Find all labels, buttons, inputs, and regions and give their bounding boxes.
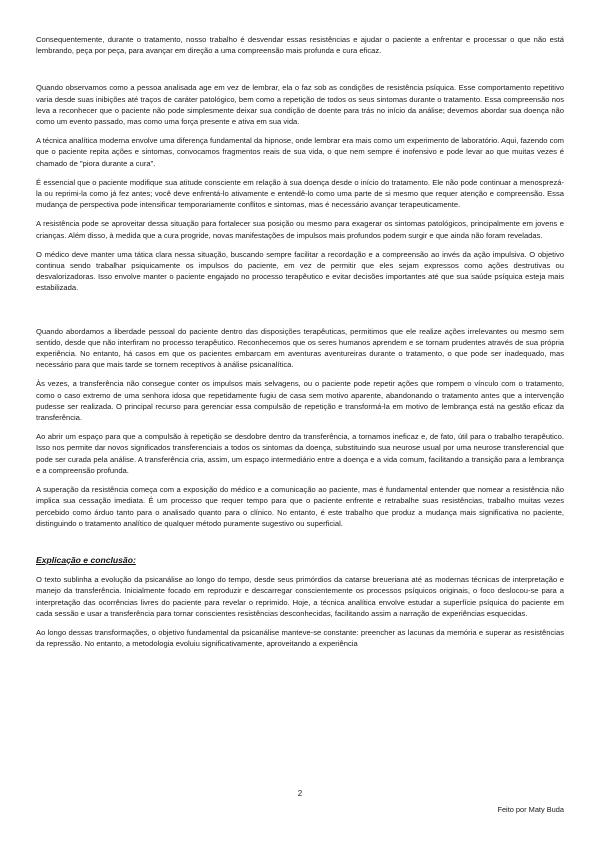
paragraph: A superação da resistência começa com a exposição do médico e a comunicação ao paciente, mas é fundamental entender que nomear a resistência não implica sua cessação imediata. É um processo que requer tempo para que o paciente enfrente e retrabalhe suas resistências, trabalho muitas vezes percebido como árduo tanto para o analisado quanto para o clínico. No entanto, é este trabalho que produz a mudança mais significativa no paciente, distinguindo o tratamento analítico de qualquer método puramente sugestivo ou superficial. bbox=[36, 485, 564, 528]
paragraph: A técnica analítica moderna envolve uma diferença fundamental da hipnose, onde lembrar era mais como um experimento de laboratório. Aqui, fazendo com que o paciente repita ações e sintomas, convocamos fragmentos reais de sua vida, o que nem sempre é inofensivo e pode levar ao que muitas vezes é chamado de "piora durante a cura". bbox=[36, 136, 564, 168]
paragraph: Quando observamos como a pessoa analisada age em vez de lembrar, ela o faz sob as condições de resistência psíquica. Esse comportamento repetitivo varia desde suas inibições até traços de caráter patológico, bem como a repetição de todos os seus sintomas durante o tratamento. Essa compreensão nos leva a reconhecer que o paciente não pode simplesmente deixar sua condição de doente para trás no início da análise; devemos abordar sua doença não como um evento passado, mas como uma força presente e ativa em sua vida. bbox=[36, 83, 564, 127]
spacer bbox=[36, 537, 564, 555]
paragraph: O texto sublinha a evolução da psicanálise ao longo do tempo, desde seus primórdios da catarse breueriana até as modernas técnicas de interpretação e manejo da transferência. Inicialmente focado em reproduzir e descarregar conscientemente os processos psíquicos originais, o foco deslocou-se para a interpretação das ocorrências livres do paciente para revelar o reprimido. Hoje, a técnica analítica envolve estudar a superfície psíquica do paciente em cada sessão e usar a transferência para tornar conscientes resistências desconhecidas, facilitando assim a narração de experiências esquecidas. bbox=[36, 575, 564, 618]
footer-credit: Feito por Maty Buda bbox=[497, 805, 564, 814]
section-heading: Explicação e conclusão: bbox=[36, 554, 136, 565]
paragraph: Ao longo dessas transformações, o objetivo fundamental da psicanálise manteve-se constante: preencher as lacunas da memória e superar as resistências da repressão. No entanto, a metodologia evoluiu significativamente, aproveitando a experiência bbox=[36, 627, 564, 649]
spacer bbox=[36, 64, 564, 82]
page-number: 2 bbox=[297, 789, 303, 798]
spacer bbox=[36, 302, 564, 326]
paragraph: A resistência pode se aproveitar dessa situação para fortalecer sua posição ou mesmo para exagerar os sintomas patológicos, principalmente em jovens e crianças. Além disso, à medida que a cura progride, novas manifestações de impulsos mais profundos podem surgir e que ainda não foram reveladas. bbox=[36, 219, 564, 240]
paragraph: Consequentemente, durante o tratamento, nosso trabalho é desvendar essas resistências e ajudar o paciente a enfrentar e processar o que não está lembrando, peça por peça, para avançar em direção a uma compreensão mais profunda e cura eficaz. bbox=[36, 35, 564, 56]
paragraph: Ao abrir um espaço para que a compulsão à repetição se desdobre dentro da transferência, a tornamos ineficaz e, de fato, útil para o trabalho terapêutico. Isso nos permite dar novos significados transferenciais a todos os sintomas da doença, substituindo sua neurose usual por uma neurose transferencial que pode ser curada pela análise. A transferência cria, assim, um espaço intermediário entre a doença e a vida comum, facilitando a transição para a lembrança e a compreensão profunda. bbox=[36, 432, 564, 475]
paragraph: É essencial que o paciente modifique sua atitude consciente em relação à sua doença desde o início do tratamento. Ele não pode continuar a menosprezá-la ou reprimi-la como já fez antes; você deve enfrentá-lo ativamente e entendê-lo como uma parte de si mesmo que requer atenção e compreensão. Essa mudança de perspectiva pode intensificar temporariamente conflitos e sintomas, mas é necessário avançar terapeuticamente. bbox=[36, 177, 564, 210]
paragraph: Quando abordamos a liberdade pessoal do paciente dentro das disposições terapêuticas, permitimos que ele realize ações irrelevantes ou mesmo sem sentido, desde que não interfiram no processo terapêutico. Reconhecemos que os seres humanos aprendem e se tornam prudentes através de sua própria experiência. No entanto, há casos em que os pacientes embarcam em aventuras aventureiras durante o tratamento, o que pode ser inadequado, mas necessário para que mais tarde se tornem receptivos à análise psicanalítica. bbox=[36, 326, 564, 370]
paragraph: Às vezes, a transferência não consegue conter os impulsos mais selvagens, ou o paciente pode repetir ações que rompem o vínculo com o tratamento, como o caso extremo de uma senhora idosa que repetidamente fugiu de casa sem motivo aparente, abandonando o tratamento antes que a intervenção pudesse ser realizada. O principal recurso para gerenciar essa compulsão de repetição e transformá-la em motivo de lembrança está na gestão eficaz da transferência. bbox=[36, 379, 564, 423]
paragraph: O médico deve manter uma tática clara nessa situação, buscando sempre facilitar a recordação e a compreensão ao invés da ação impulsiva. O objetivo continua sendo trabalhar psiquicamente os impulsos do paciente, em vez de permitir que eles sejam expressos como ações destrutivas ou desvalorizadoras. Isso envolve manter o paciente engajado no processo terapêutico e evitar decisões importantes até que sua saúde psíquica esteja mais estabilizada. bbox=[36, 249, 564, 293]
